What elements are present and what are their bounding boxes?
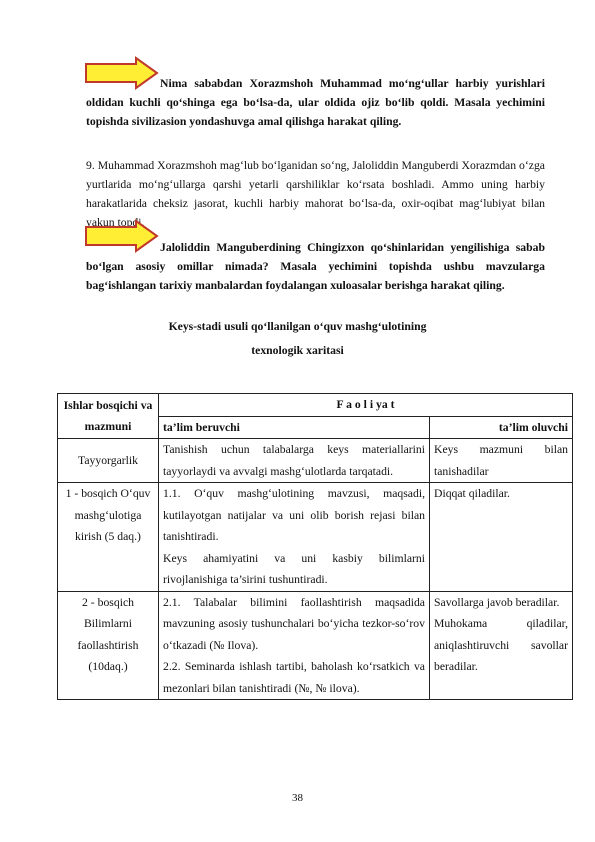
teacher-cell: [159, 483, 430, 592]
technology-map-table: [57, 393, 573, 700]
table-row: [58, 439, 573, 483]
stage-cell: Tayyorgarlik: [58, 439, 159, 483]
table-header-row: [58, 394, 573, 417]
text-9: 9. Muhammad Xorazmshoh mag‘lub bo‘lganidan so‘ng, Jaloliddin Manguberdi Xorazmdan o‘zga yurtlarida mo‘ng‘ullarga qarshi yetarli qarshiliklar ko‘rsata boshladi. Ammo uning harbiy harakatlarida cheksiz jasorat, kuchli harbiy mahorat bo‘lsa-da, oxir-oqibat mag‘lubiyat bilan yakun topdi.: [86, 159, 545, 229]
page-number: 38: [292, 792, 303, 804]
col-activity-header: F a o l i ya t: [159, 394, 573, 417]
stage-cell: 1 - bosqich O‘quv mashg‘ulotiga kirish (5 daq.): [58, 483, 159, 592]
teacher-step: Keys ahamiyatini va uni kasbiy bilimlarni rivojlanishiga ta’sirini tushuntiradi.: [163, 551, 425, 586]
teacher-step: 2.2. Seminarda ishlash tartibi, baholash ko‘rsatkich va mezonlari bilan tanishtiradi (№, № ilova).: [163, 660, 425, 695]
student-cell: [430, 591, 573, 700]
heading-line-2: texnologik xaritasi: [251, 344, 344, 357]
teacher-step: 1.1. O‘quv mashg‘ulotining mavzusi, maqsadi, kutilayotgan natijalar va uni olib borish rejasi bilan tanishtiradi.: [163, 487, 425, 543]
student-cell: Keys mazmuni bilan tanishadilar: [430, 439, 573, 483]
teacher-cell: [159, 591, 430, 700]
col-teacher-header: ta’lim beruvchi: [159, 416, 430, 439]
table-row: [58, 591, 573, 700]
question-2: Jaloliddin Manguberdining Chingizxon qo‘shinlaridan yengilishiga sabab bo‘lgan asosiy omillar nimada? Masala yechimini topishda ushbu mavzularga bag‘ishlangan tarixiy manbalardan foydalangan xuloasalar berishga harakat qiling.: [86, 241, 545, 292]
col-stage-header: Ishlar bosqichi va mazmuni: [58, 394, 159, 439]
stage-cell: 2 - bosqich Bilimlarni faollashtirish (10daq.): [58, 591, 159, 700]
student-step: Muhokama qiladilar, aniqlashtiruvchi savollar beradilar.: [434, 617, 568, 673]
table-row: [58, 483, 573, 592]
heading-line-1: Keys-stadi usuli qo‘llanilgan o‘quv mashg‘ulotining: [168, 320, 427, 333]
col-student-header: ta’lim oluvchi: [430, 416, 573, 439]
teacher-step: 2.1. Talabalar bilimini faollashtirish maqsadida mavzuning asosiy tushunchalari bo‘yicha tezkor-so‘rov o‘tkazadi (№ Ilova).: [163, 595, 425, 652]
question-1: Nima sababdan Xorazmshoh Muhammad mo‘ng‘ullar harbiy yurishlari oldidan kuchli qo‘shinga ega bo‘lsa-da, ular oldida ojiz bo‘lib qoldi. Masala yechimini topishda sivilizasion yondashuvga amal qilishga harakat qiling.: [86, 77, 545, 128]
student-cell: Diqqat qiladilar.: [430, 483, 573, 592]
teacher-cell: Tanishish uchun talabalarga keys materiallarini tayyorlaydi va avvalgi mashg‘ulotlarda tarqatadi.: [159, 439, 430, 483]
student-step: Savollarga javob beradilar.: [434, 595, 560, 609]
